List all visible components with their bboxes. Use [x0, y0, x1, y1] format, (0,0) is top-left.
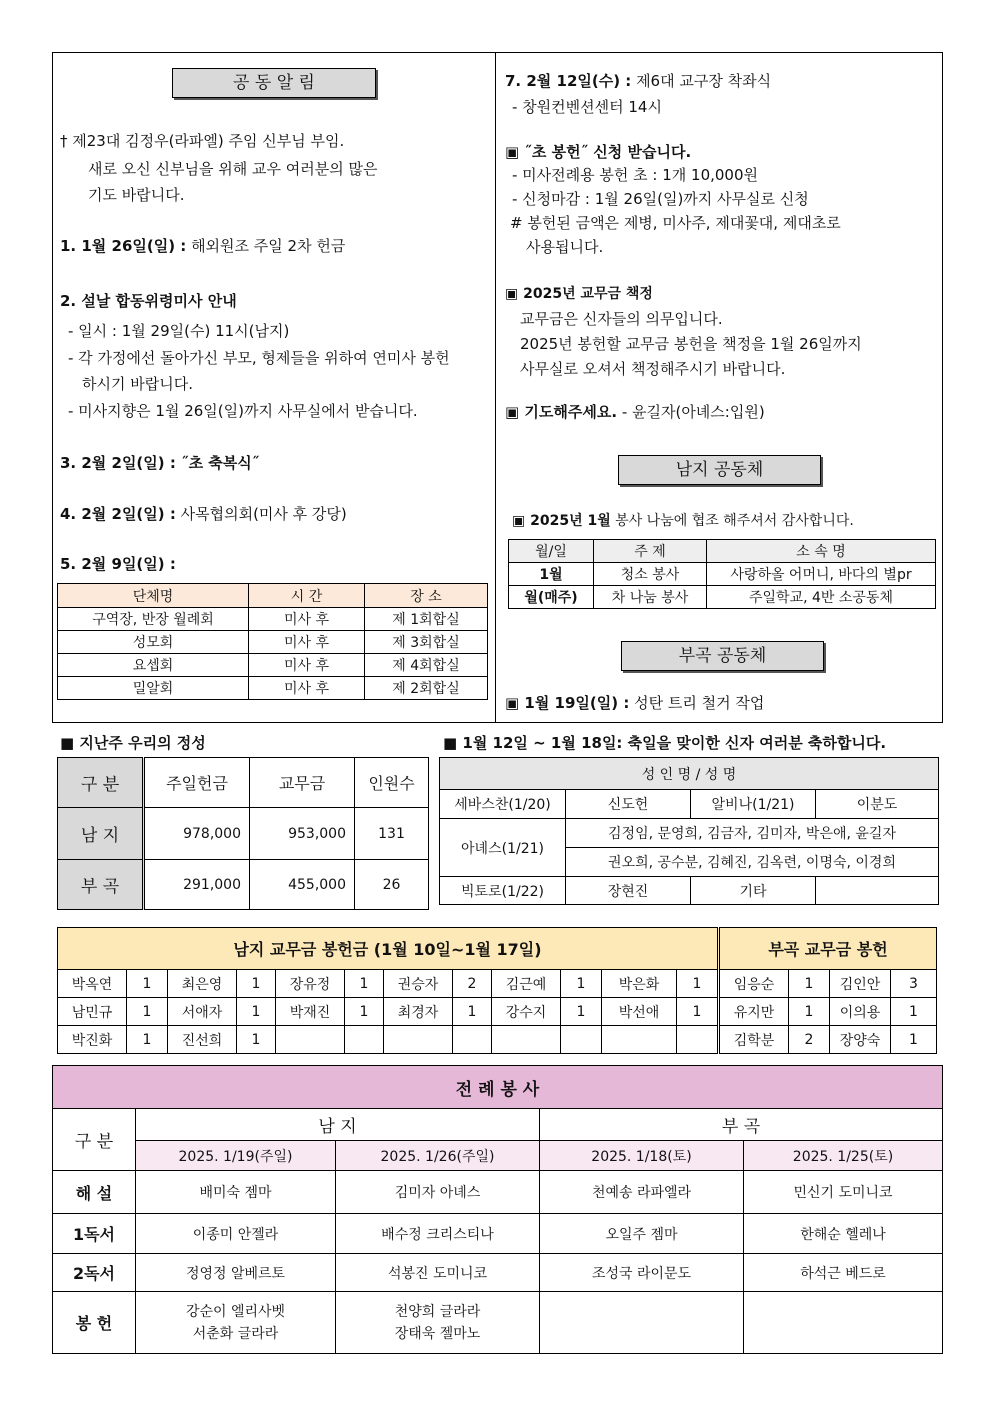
- dues-cell: 이의용: [830, 998, 891, 1026]
- dues-cell: [453, 1026, 492, 1054]
- dues-cell: 1: [127, 1026, 168, 1054]
- item-7-sub: - 창원컨벤션센터 14시: [512, 98, 662, 116]
- meeting-cell: 성모회: [58, 631, 249, 654]
- item-2-line-3: 하시기 바랍니다.: [82, 375, 193, 393]
- dues-cell: 1: [237, 970, 276, 998]
- candle-line-1: - 미사전례용 봉헌 초 : 1개 10,000원: [512, 166, 759, 184]
- meeting-cell: 미사 후: [249, 677, 365, 700]
- service-header-group: 소 속 명: [707, 540, 936, 563]
- offer-name: 서춘화 글라라: [192, 1325, 279, 1342]
- liturgy-offer-cell: [136, 1292, 336, 1354]
- item-2-line-2: - 각 가정에선 돌아가신 부모, 형제들을 위하여 연미사 봉헌: [68, 349, 450, 367]
- dues-cell: 서애자: [168, 998, 237, 1026]
- table-row: [58, 970, 937, 998]
- dues-cell: 1: [345, 998, 384, 1026]
- dues-cell: 1: [677, 970, 719, 998]
- dues-cell: 박선애: [602, 998, 677, 1026]
- dues-cell: 1: [453, 998, 492, 1026]
- dues-cell: 장양숙: [830, 1026, 891, 1054]
- service-cell: 월(매주): [509, 586, 594, 609]
- feastday-cell: 이분도: [816, 790, 939, 819]
- dues-cell: [492, 1026, 561, 1054]
- dues-cell: 권승자: [384, 970, 453, 998]
- meeting-cell: 밀알회: [58, 677, 249, 700]
- common-notice-title: 공 동 알 림: [172, 68, 376, 98]
- feastday-table: [439, 757, 939, 905]
- meeting-cell: 미사 후: [249, 608, 365, 631]
- meeting-cell: 제 1회합실: [365, 608, 488, 631]
- namji-dues-title: 남지 교무금 봉헌금 (1월 10일~1월 17일): [58, 928, 719, 970]
- dues-cell: 박진화: [58, 1026, 127, 1054]
- offering-cell: 부 곡: [58, 860, 144, 910]
- feastday-cell: 권오희, 공수분, 김혜진, 김옥련, 이명숙, 이경희: [566, 848, 939, 877]
- liturgy-cell: 하석근 베드로: [744, 1254, 943, 1292]
- offer-name: 천양희 글라라: [394, 1303, 481, 1320]
- table-row: [53, 1171, 943, 1214]
- dues-cell: 남민규: [58, 998, 127, 1026]
- feastday-cell: [816, 877, 939, 905]
- offering-cell: 953,000: [250, 808, 355, 860]
- dues-cell: 2: [453, 970, 492, 998]
- item-4: [60, 503, 347, 525]
- offering-header-count: 인원수: [355, 758, 429, 808]
- dues-cell: 1: [127, 970, 168, 998]
- liturgy-date: 2025. 1/19(주일): [136, 1141, 336, 1171]
- table-row: [53, 1214, 943, 1254]
- service-cell: 주일학교, 4반 소공동체: [707, 586, 936, 609]
- item-4-body: 사목협의회(미사 후 강당): [175, 505, 347, 523]
- liturgy-row-label: 해 설: [53, 1171, 136, 1214]
- dues-cell: 1: [561, 970, 602, 998]
- liturgy-cell: 배미숙 젬마: [136, 1171, 336, 1214]
- table-row: [58, 1026, 937, 1054]
- meeting-cell: 제 4회합실: [365, 654, 488, 677]
- dues-cell: 박은화: [602, 970, 677, 998]
- liturgy-date: 2025. 1/25(토): [744, 1141, 943, 1171]
- dues-cell: 3: [891, 970, 937, 998]
- liturgy-cell: 배수정 크리스티나: [336, 1214, 540, 1254]
- dues-cell: [384, 1026, 453, 1054]
- service-table: [508, 539, 936, 609]
- liturgy-offer-label: 봉 헌: [53, 1292, 136, 1354]
- offer-name: 장태욱 젤마노: [394, 1325, 481, 1342]
- table-row: [58, 677, 488, 700]
- bugok-community-title: 부곡 공동체: [621, 641, 824, 671]
- service-header-topic: 주 제: [594, 540, 707, 563]
- table-row: [58, 860, 429, 910]
- candle-line-3: # 봉헌된 금액은 제병, 미사주, 제대꽃대, 제대초로: [510, 214, 841, 232]
- offering-cell: 26: [355, 860, 429, 910]
- offer-name: 강순이 엘리사벳: [185, 1303, 286, 1320]
- feastday-cell: 아녜스(1/21): [440, 819, 566, 877]
- liturgy-namji: 남 지: [136, 1109, 540, 1141]
- meeting-cell: 미사 후: [249, 631, 365, 654]
- liturgy-title: 전 례 봉 사: [53, 1066, 943, 1109]
- dues-line-2: 2025년 봉헌할 교무금 봉헌을 책정을 1월 26일까지: [520, 335, 862, 353]
- liturgy-cell: 오일주 젬마: [540, 1214, 744, 1254]
- table-row: [58, 808, 429, 860]
- table-row: [58, 654, 488, 677]
- table-row: [53, 1254, 943, 1292]
- offering-cell: 131: [355, 808, 429, 860]
- item-3: 3. 2월 2일(일) : ˝초 축복식˝: [60, 454, 260, 472]
- item-2-line-1: - 일시 : 1월 29일(수) 11시(남지): [68, 322, 290, 340]
- meeting-cell: 구역장, 반장 월례회: [58, 608, 249, 631]
- bugok-dues-title: 부곡 교무금 봉헌: [719, 928, 937, 970]
- dues-cell: 1: [891, 998, 937, 1026]
- priest-line-3: 기도 바랍니다.: [88, 186, 185, 204]
- meeting-cell: 요셉회: [58, 654, 249, 677]
- dues-cell: 김근예: [492, 970, 561, 998]
- service-cell: 청소 봉사: [594, 563, 707, 586]
- feastday-cell: 신도헌: [566, 790, 691, 819]
- dues-cell: 2: [789, 1026, 830, 1054]
- service-cell: 사랑하올 어머니, 바다의 별pr: [707, 563, 936, 586]
- dues-cell: 유지만: [719, 998, 789, 1026]
- dues-cell: 장유정: [276, 970, 345, 998]
- dues-cell: 1: [891, 1026, 937, 1054]
- dues-cell: [345, 1026, 384, 1054]
- offering-header-dues: 교무금: [250, 758, 355, 808]
- liturgy-offer-cell: [540, 1292, 744, 1354]
- dues-cell: [602, 1026, 677, 1054]
- item-4-head: 4. 2월 2일(일) :: [60, 505, 176, 523]
- dues-cell: 강수지: [492, 998, 561, 1026]
- dues-cell: 1: [127, 998, 168, 1026]
- dues-cell: 임응순: [719, 970, 789, 998]
- item-7: [505, 70, 771, 92]
- item-5-head: 5. 2월 9일(일) :: [60, 555, 176, 573]
- priest-line-1: † 제23대 김정우(라파엘) 주임 신부님 부임.: [60, 132, 345, 150]
- item-1-body: 해외원조 주일 2차 헌금: [186, 237, 346, 255]
- meeting-cell: 제 2회합실: [365, 677, 488, 700]
- dues-head: ▣ 2025년 교무금 책정: [505, 286, 653, 302]
- candle-head: ▣ ˝초 봉헌˝ 신청 받습니다.: [505, 143, 692, 161]
- prayer-body: - 윤길자(아녜스:입원): [617, 403, 765, 421]
- prayer-head: ▣ 기도해주세요.: [505, 403, 618, 421]
- dues-cell: [561, 1026, 602, 1054]
- liturgy-date: 2025. 1/18(토): [540, 1141, 744, 1171]
- liturgy-offer-cell: [744, 1292, 943, 1354]
- offering-header-sunday: 주일헌금: [144, 758, 250, 808]
- dues-cell: 1: [345, 970, 384, 998]
- service-cell: 차 나눔 봉사: [594, 586, 707, 609]
- table-row: [440, 877, 939, 905]
- table-row: [53, 1292, 943, 1354]
- namji-thanks-body: 봉사 나눔에 협조 해주셔서 감사합니다.: [610, 513, 854, 529]
- dues-cell: 최은영: [168, 970, 237, 998]
- table-row: [58, 998, 937, 1026]
- liturgy-cell: 천예송 라파엘라: [540, 1171, 744, 1214]
- bugok-notice: [505, 692, 764, 714]
- column-divider: [495, 52, 496, 723]
- dues-cell: 최경자: [384, 998, 453, 1026]
- meeting-header-place: 장 소: [365, 584, 488, 608]
- item-1: [60, 235, 345, 257]
- meeting-header-time: 시 간: [249, 584, 365, 608]
- bugok-body: 성탄 트리 철거 작업: [629, 694, 765, 712]
- namji-community-title: 남지 공동체: [618, 455, 821, 485]
- offering-cell: 291,000: [144, 860, 250, 910]
- feastday-cell: 알비나(1/21): [691, 790, 816, 819]
- offering-cell: 455,000: [250, 860, 355, 910]
- meeting-cell: 제 3회합실: [365, 631, 488, 654]
- dues-cell: 박옥연: [58, 970, 127, 998]
- dues-cell: 1: [561, 998, 602, 1026]
- namji-thanks-head: ▣ 2025년 1월: [512, 513, 611, 529]
- offering-table: [57, 757, 429, 910]
- item-2-line-4: - 미사지향은 1월 26일(일)까지 사무실에서 받습니다.: [68, 402, 418, 420]
- liturgy-cell: 김미자 아녜스: [336, 1171, 540, 1214]
- priest-line-2: 새로 오신 신부님을 위해 교우 여러분의 많은: [88, 160, 378, 178]
- liturgy-cell: 석봉진 도미니코: [336, 1254, 540, 1292]
- candle-line-4: 사용됩니다.: [526, 238, 604, 256]
- table-row: [509, 563, 936, 586]
- dues-cell: 1: [789, 970, 830, 998]
- prayer-request: [505, 401, 765, 423]
- liturgy-offer-cell: [336, 1292, 540, 1354]
- offering-cell: 남 지: [58, 808, 144, 860]
- dues-cell: [677, 1026, 719, 1054]
- meeting-header-name: 단체명: [58, 584, 249, 608]
- dues-line-3: 사무실로 오셔서 책정해주시기 바랍니다.: [520, 360, 786, 378]
- liturgy-cell: 한해순 헬레나: [744, 1214, 943, 1254]
- candle-line-2: - 신청마감 : 1월 26일(일)까지 사무실로 신청: [512, 190, 809, 208]
- liturgy-bugok: 부 곡: [540, 1109, 943, 1141]
- item-1-head: 1. 1월 26일(일) :: [60, 237, 187, 255]
- dues-cell: 김학분: [719, 1026, 789, 1054]
- item-2-head: 2. 설날 합동위령미사 안내: [60, 292, 237, 310]
- liturgy-cell: 정영정 알베르토: [136, 1254, 336, 1292]
- liturgy-table: [52, 1065, 943, 1354]
- dues-cell: 1: [677, 998, 719, 1026]
- dues-cell: 1: [237, 1026, 276, 1054]
- feastday-title: ■ 1월 12일 ~ 1월 18일: 축일을 맞이한 신자 여러분 축하합니다.: [443, 734, 887, 752]
- item-7-head: 7. 2월 12일(수) :: [505, 72, 632, 90]
- table-row: [58, 608, 488, 631]
- liturgy-cell: 조성국 라이문도: [540, 1254, 744, 1292]
- table-row: [58, 631, 488, 654]
- offering-title: ■ 지난주 우리의 정성: [60, 734, 206, 752]
- table-row: [440, 819, 939, 848]
- dues-cell: 1: [789, 998, 830, 1026]
- meeting-table: [57, 583, 488, 700]
- feastday-cell: 빅토로(1/22): [440, 877, 566, 905]
- dues-cell: 김인안: [830, 970, 891, 998]
- dues-line-1: 교무금은 신자들의 의무입니다.: [520, 310, 723, 328]
- dues-cell: [276, 1026, 345, 1054]
- feastday-header: 성 인 명 / 성 명: [440, 758, 939, 790]
- offering-header-gubun: 구 분: [58, 758, 144, 808]
- bugok-head: ▣ 1월 19일(일) :: [505, 694, 630, 712]
- feastday-cell: 장현진: [566, 877, 691, 905]
- liturgy-cell: 이종미 안젤라: [136, 1214, 336, 1254]
- dues-cell: 진선희: [168, 1026, 237, 1054]
- dues-table: [57, 927, 937, 1054]
- table-row: [440, 790, 939, 819]
- dues-cell: 박재진: [276, 998, 345, 1026]
- item-7-body: 제6대 교구장 착좌식: [631, 72, 772, 90]
- liturgy-row-label: 2독서: [53, 1254, 136, 1292]
- table-row: [509, 586, 936, 609]
- liturgy-row-label: 1독서: [53, 1214, 136, 1254]
- liturgy-cell: 민신기 도미니코: [744, 1171, 943, 1214]
- feastday-cell: 김정임, 문영희, 김금자, 김미자, 박은애, 윤길자: [566, 819, 939, 848]
- liturgy-gubun: 구 분: [53, 1109, 136, 1171]
- service-header-date: 월/일: [509, 540, 594, 563]
- liturgy-date: 2025. 1/26(주일): [336, 1141, 540, 1171]
- service-cell: 1월: [509, 563, 594, 586]
- dues-cell: 1: [237, 998, 276, 1026]
- namji-thanks: [512, 510, 854, 532]
- meeting-cell: 미사 후: [249, 654, 365, 677]
- feastday-cell: 기타: [691, 877, 816, 905]
- feastday-cell: 세바스찬(1/20): [440, 790, 566, 819]
- offering-cell: 978,000: [144, 808, 250, 860]
